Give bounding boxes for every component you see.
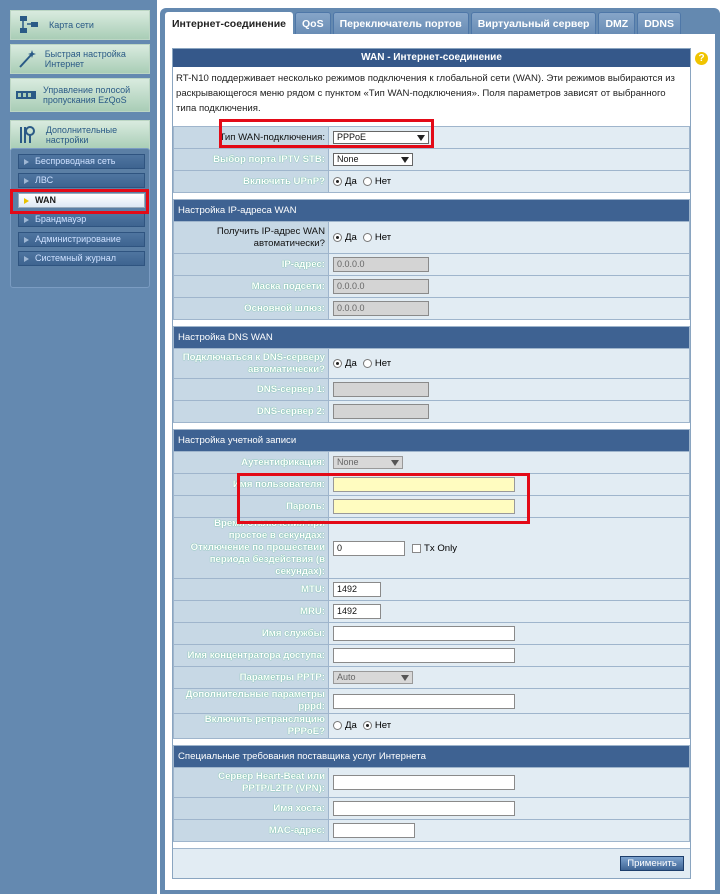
isp-section bbox=[173, 745, 690, 842]
wan-type-select[interactable] bbox=[333, 131, 429, 144]
sidebar-button-network-map[interactable] bbox=[10, 10, 150, 40]
dns-auto-label: Подключаться к DNS-серверу автоматически? bbox=[174, 349, 329, 379]
mru-label: MRU: bbox=[174, 601, 329, 623]
chevron-down-icon bbox=[391, 460, 399, 466]
mac-address-input[interactable] bbox=[333, 823, 415, 838]
wan-type-label: Тип WAN-подключения: bbox=[174, 127, 329, 149]
sidebar-button-label: Карта сети bbox=[49, 20, 94, 30]
radio-yes-label: Да bbox=[345, 357, 357, 369]
upnp-no-radio[interactable] bbox=[363, 177, 372, 186]
apply-button[interactable]: Применить bbox=[620, 856, 684, 871]
sidebar-menu bbox=[10, 10, 150, 154]
dns-auto-yes-radio[interactable] bbox=[333, 359, 342, 368]
arrow-icon bbox=[24, 178, 29, 184]
sidebar-item-wireless[interactable] bbox=[18, 154, 145, 169]
radio-no-label: Нет bbox=[374, 231, 392, 243]
page-title: WAN - Интернет-соединение bbox=[173, 49, 690, 67]
radio-no-label: Нет bbox=[374, 357, 392, 369]
sidebar-item-label: ЛВС bbox=[35, 175, 54, 185]
pptp-options-label: Параметры PPTP: bbox=[174, 667, 329, 689]
idle-time-input[interactable]: 0 bbox=[333, 541, 405, 556]
sidebar-item-wan[interactable] bbox=[18, 193, 145, 208]
auth-select[interactable] bbox=[333, 456, 403, 469]
ip-section bbox=[173, 199, 690, 320]
dns2-label: DNS-сервер 2: bbox=[174, 401, 329, 423]
sidebar-item-label: Администрирование bbox=[35, 234, 121, 244]
tab-port-switch[interactable]: Переключатель портов bbox=[333, 12, 469, 34]
sidebar-button-quick-setup[interactable] bbox=[10, 44, 150, 74]
ip-section-header: Настройка IP-адреса WAN bbox=[174, 200, 690, 222]
auth-label: Аутентификация: bbox=[174, 452, 329, 474]
iptv-port-value: None bbox=[337, 154, 359, 164]
upnp-yes-radio[interactable] bbox=[333, 177, 342, 186]
account-section bbox=[173, 429, 690, 739]
bandwidth-icon bbox=[15, 84, 37, 106]
hostname-input[interactable] bbox=[333, 801, 515, 816]
arrow-icon bbox=[24, 159, 29, 165]
arrow-icon bbox=[24, 198, 29, 204]
ac-name-label: Имя концентратора доступа: bbox=[174, 645, 329, 667]
mac-address-label: MAC-адрес: bbox=[174, 820, 329, 842]
mtu-label: MTU: bbox=[174, 579, 329, 601]
radio-yes-label: Да bbox=[345, 720, 357, 732]
pppoe-relay-label: Включить ретрансляцию PPPoE? bbox=[174, 714, 329, 739]
sidebar-item-lan[interactable] bbox=[18, 173, 145, 188]
tools-icon bbox=[15, 124, 40, 146]
subnet-mask-label: Маска подсети: bbox=[174, 276, 329, 298]
sidebar-button-advanced[interactable] bbox=[10, 120, 150, 150]
radio-no-label: Нет bbox=[374, 175, 392, 187]
wan-form bbox=[172, 48, 691, 879]
wan-type-value: PPPoE bbox=[337, 132, 367, 142]
dns1-label: DNS-сервер 1: bbox=[174, 379, 329, 401]
sidebar-submenu bbox=[10, 148, 150, 288]
account-section-header: Настройка учетной записи bbox=[174, 430, 690, 452]
ip-auto-no-radio[interactable] bbox=[363, 233, 372, 242]
sidebar-button-label: Управление полосой пропускания EzQoS bbox=[43, 85, 131, 105]
pppd-options-input[interactable] bbox=[333, 694, 515, 709]
radio-no-label: Нет bbox=[374, 720, 392, 732]
service-name-label: Имя службы: bbox=[174, 623, 329, 645]
magic-wand-icon bbox=[15, 48, 39, 70]
tab-qos[interactable]: QoS bbox=[295, 12, 331, 34]
username-input[interactable] bbox=[333, 477, 515, 492]
tab-dmz[interactable]: DMZ bbox=[598, 12, 635, 34]
ac-name-input[interactable] bbox=[333, 648, 515, 663]
heartbeat-label: Сервер Heart-Beat или PPTP/L2TP (VPN): bbox=[174, 768, 329, 798]
sidebar-item-firewall[interactable] bbox=[18, 212, 145, 227]
pppd-options-label: Дополнительные параметры pppd: bbox=[174, 689, 329, 714]
chevron-down-icon bbox=[401, 675, 409, 681]
sidebar-button-ezqos[interactable] bbox=[10, 78, 150, 112]
pptp-options-select[interactable] bbox=[333, 671, 413, 684]
arrow-icon bbox=[24, 237, 29, 243]
ip-address-input[interactable]: 0.0.0.0 bbox=[333, 257, 429, 272]
help-icon[interactable]: ? bbox=[695, 52, 708, 65]
sidebar-item-label: Беспроводная сеть bbox=[35, 156, 116, 166]
tab-ddns[interactable]: DDNS bbox=[637, 12, 681, 34]
subnet-mask-input[interactable]: 0.0.0.0 bbox=[333, 279, 429, 294]
chevron-down-icon bbox=[417, 135, 425, 141]
mtu-input[interactable]: 1492 bbox=[333, 582, 381, 597]
idle-time-label: Время отключения при простое в секундах: Отключение по прошествии периода бездействия (в секундах): bbox=[174, 518, 329, 579]
dns-section bbox=[173, 326, 690, 423]
main-panel bbox=[165, 34, 715, 890]
password-input[interactable] bbox=[333, 499, 515, 514]
content-area bbox=[160, 8, 720, 894]
tab-internet-connection[interactable]: Интернет-соединение bbox=[165, 12, 293, 34]
arrow-icon bbox=[24, 217, 29, 223]
auth-value: None bbox=[337, 457, 359, 467]
sidebar-item-label: WAN bbox=[35, 195, 56, 205]
sidebar-item-administration[interactable] bbox=[18, 232, 145, 247]
sidebar-item-label: Системный журнал bbox=[35, 253, 116, 263]
tab-virtual-server[interactable]: Виртуальный сервер bbox=[471, 12, 597, 34]
radio-yes-label: Да bbox=[345, 175, 357, 187]
page-description: RT-N10 поддерживает несколько режимов подключения к глобальной сети (WAN). Эти режимов выбираются из раскрывающегося меню рядом с пунктом «Тип WAN-подключения». Поля параметров зависят от выбранного типа подключения. bbox=[176, 73, 675, 114]
relay-no-radio[interactable] bbox=[363, 721, 372, 730]
apply-row bbox=[173, 848, 690, 878]
chevron-down-icon bbox=[401, 157, 409, 163]
radio-yes-label: Да bbox=[345, 231, 357, 243]
gateway-label: Основной шлюз: bbox=[174, 298, 329, 320]
sidebar-item-system-log[interactable] bbox=[18, 251, 145, 266]
pptp-options-value: Auto bbox=[337, 672, 356, 682]
isp-section-header: Специальные требования поставщика услуг Интернета bbox=[174, 746, 690, 768]
iptv-port-select[interactable] bbox=[333, 153, 413, 166]
sidebar-button-label: Быстрая настройка Интернет bbox=[44, 49, 126, 69]
arrow-icon bbox=[24, 256, 29, 262]
username-label: Имя пользователя: bbox=[174, 474, 329, 496]
ip-auto-label: Получить IP-адрес WAN автоматически? bbox=[174, 222, 329, 254]
hostname-label: Имя хоста: bbox=[174, 798, 329, 820]
sidebar bbox=[0, 0, 157, 894]
dns-auto-no-radio[interactable] bbox=[363, 359, 372, 368]
sidebar-item-label: Брандмауэр bbox=[35, 214, 87, 224]
iptv-port-label: Выбор порта IPTV STB: bbox=[174, 149, 329, 171]
gateway-input[interactable]: 0.0.0.0 bbox=[333, 301, 429, 316]
tx-only-checkbox[interactable] bbox=[412, 544, 421, 553]
dns1-input[interactable] bbox=[333, 382, 429, 397]
service-name-input[interactable] bbox=[333, 626, 515, 641]
upnp-label: Включить UPnP? bbox=[174, 171, 329, 193]
tx-only-label: Tx Only bbox=[424, 542, 458, 554]
sidebar-button-label: Дополнительные настройки bbox=[45, 125, 118, 145]
password-label: Пароль: bbox=[174, 496, 329, 518]
ip-address-label: IP-адрес: bbox=[174, 254, 329, 276]
heartbeat-input[interactable] bbox=[333, 775, 515, 790]
mru-input[interactable]: 1492 bbox=[333, 604, 381, 619]
tab-bar bbox=[165, 12, 683, 34]
dns-section-header: Настройка DNS WAN bbox=[174, 327, 690, 349]
network-map-icon bbox=[15, 14, 43, 36]
dns2-input[interactable] bbox=[333, 404, 429, 419]
relay-yes-radio[interactable] bbox=[333, 721, 342, 730]
ip-auto-yes-radio[interactable] bbox=[333, 233, 342, 242]
general-section bbox=[173, 126, 690, 193]
